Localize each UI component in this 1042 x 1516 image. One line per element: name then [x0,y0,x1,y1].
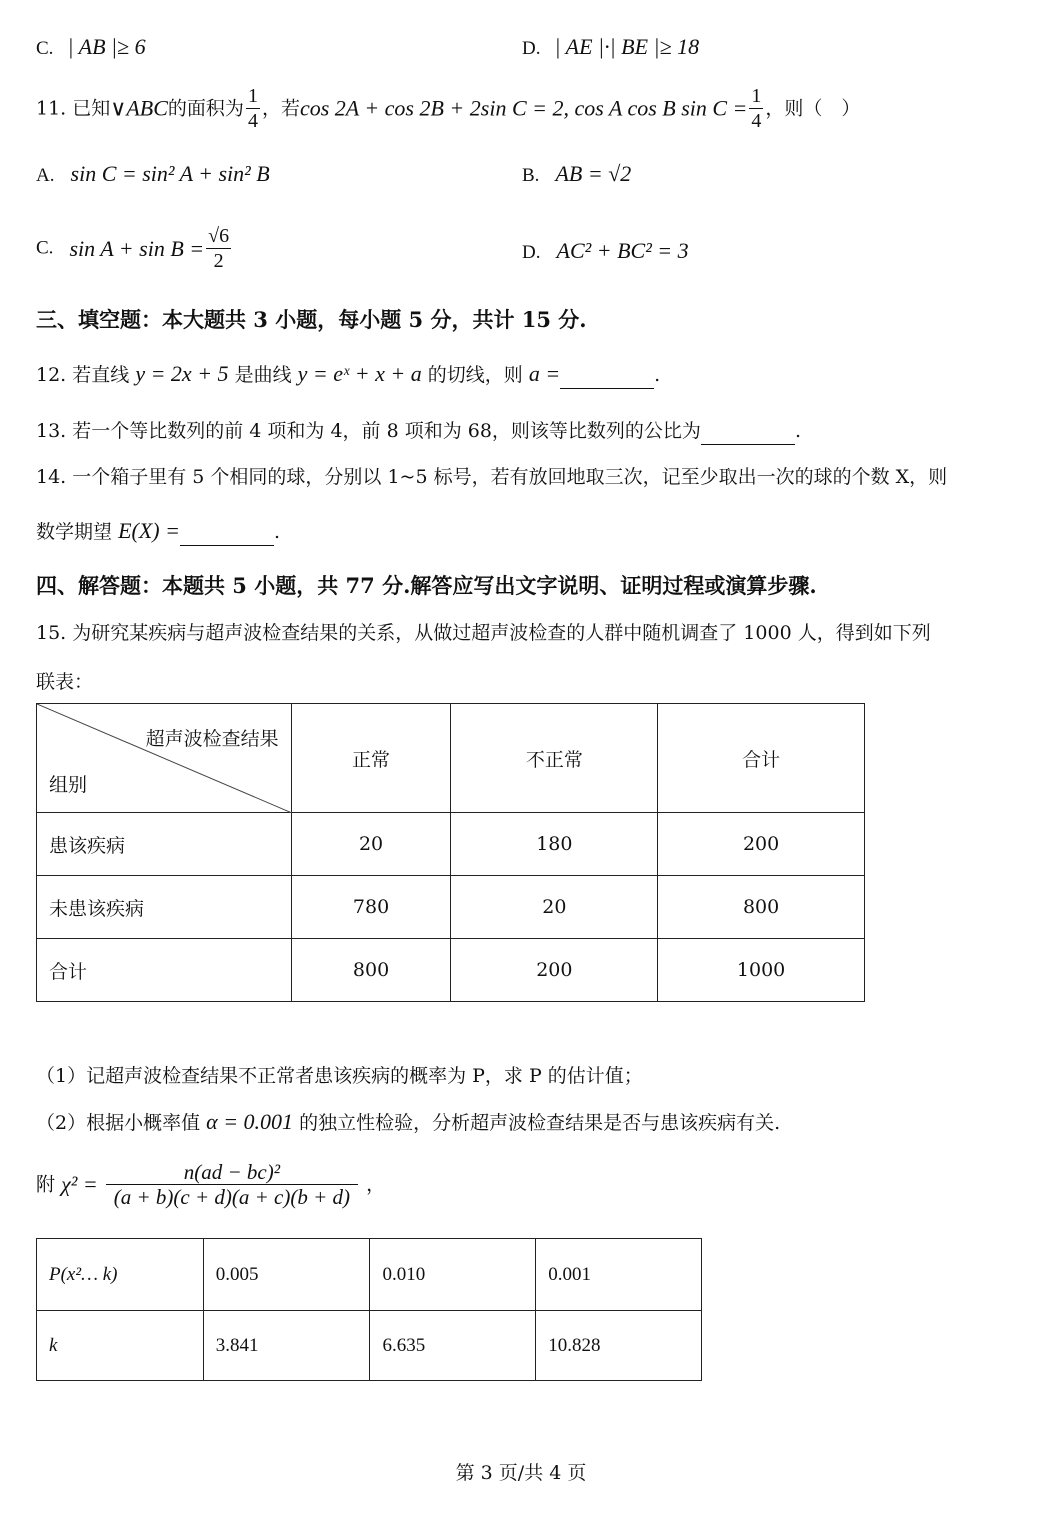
formula-fraction [106,1160,358,1209]
stem-text: ，则（ ） [765,97,861,120]
k-label: k [37,1311,204,1381]
p-label: P(x²… k) [37,1239,204,1311]
q14-line-2 [36,518,280,546]
chi-square-formula [36,1160,385,1209]
option-expr: | AB |≥ 6 [67,34,146,59]
table-cell: 200 [658,813,865,876]
option-label: C. [36,237,54,259]
page-footer: 第 3 页/共 4 页 [455,1462,587,1484]
table-cell: 0.010 [370,1239,536,1311]
stem-text: 的切线，则 [427,364,523,386]
q11-option-d [522,238,689,266]
row-label: 合计 [37,939,292,1002]
end-mark: . [273,521,280,543]
option-label: C. [36,38,54,59]
q12 [36,361,660,389]
q11-option-c [36,224,233,273]
table-row [37,1239,702,1311]
option-label: D. [522,242,541,263]
option-label: A. [36,165,55,186]
q13 [36,418,801,445]
table-header-row [37,704,865,813]
formula-prefix: 附 [36,1173,56,1196]
answer-var: a = [528,361,561,386]
option-label: B. [522,165,540,186]
table-cell: 800 [658,876,865,939]
table-cell: 10.828 [536,1311,702,1381]
condition-expr: cos 2A + cos 2B + 2sin C = 2, cos A cos B sin C = [299,95,748,121]
option-label: D. [522,38,541,59]
option-expr: sin C = sin² A + sin² B [70,161,270,186]
corner-bottom-label: 组别 [49,774,88,796]
q15-part-1: （1）记超声波检查结果不正常者患该疾病的概率为 P，求 P 的估计值； [36,1065,643,1087]
curve-expr: y = eˣ + x + a [297,361,422,386]
numerator: n(ad − bc)² [106,1160,358,1185]
corner-cell [37,704,292,813]
stem-text: （2）根据小概率值 [36,1112,201,1134]
numerator: 1 [751,85,762,107]
q14-line-1: 14. 一个箱子里有 5 个相同的球，分别以 1~5 标号，若有放回地取三次，记至少取出一次的球的个数 X，则 [36,466,948,488]
option-fraction [206,224,231,273]
table-row [37,876,865,939]
q11-option-a [36,161,270,189]
header-cell: 合计 [658,704,865,813]
q15-part-2 [36,1109,780,1136]
condition-fraction [749,84,763,133]
corner-top-label: 超声波检查结果 [145,728,279,750]
q11-stem [36,84,860,133]
q15-line-1: 15. 为研究某疾病与超声波检查结果的关系，从做过超声波检查的人群中随机调查了 1000 人，得到如下列 [36,622,931,644]
end-mark: . [654,364,661,386]
expectation-expr: E(X) = [118,518,180,543]
q10-option-d [522,34,699,62]
table-cell: 0.005 [203,1239,370,1311]
contingency-table [36,703,865,1002]
header-cell: 正常 [291,704,451,813]
formula-suffix: ， [366,1173,386,1196]
stem-text: 是曲线 [234,364,292,386]
stem-text: 13. 若一个等比数列的前 4 项和为 4，前 8 项和为 68，则该等比数列的公比为 [36,420,701,442]
line-expr: y = 2x + 5 [135,361,229,386]
section-4-heading: 四、解答题：本题共 5 小题，共 77 分.解答应写出文字说明、证明过程或演算步骤. [36,573,817,598]
option-expr: sin A + sin B = [69,235,205,261]
table-row [37,813,865,876]
table-cell: 6.635 [370,1311,536,1381]
denominator: 4 [247,110,258,132]
numerator: 1 [247,85,258,107]
chi-symbol: χ² = [61,1171,98,1197]
stem-text: 的面积为 [167,97,244,120]
answer-blank[interactable] [560,362,654,389]
stem-text: 的独立性检验，分析超声波检查结果是否与患该疾病有关. [299,1112,781,1134]
row-label: 患该疾病 [37,813,292,876]
area-fraction [246,84,260,133]
answer-blank[interactable] [701,418,795,445]
row-label: 未患该疾病 [37,876,292,939]
table-cell: 800 [291,939,451,1002]
stem-text: ，若 [261,97,300,120]
table-cell: 3.841 [203,1311,370,1381]
alpha-expr: α = 0.001 [206,1109,294,1134]
stem-text: 数学期望 [36,521,113,543]
header-cell: 不正常 [451,704,658,813]
stem-text: 12. 若直线 [36,364,130,386]
table-cell: 0.001 [536,1239,702,1311]
q15-line-2: 联表： [36,671,94,693]
numerator: √6 [208,225,230,247]
denominator: 4 [751,110,762,132]
answer-blank[interactable] [180,519,274,546]
table-cell: 780 [291,876,451,939]
option-expr: AC² + BC² = 3 [556,238,689,263]
triangle-expr: ∨ABC [110,95,168,121]
table-cell: 20 [291,813,451,876]
table-row [37,1311,702,1381]
section-3-heading: 三、填空题：本大题共 3 小题，每小题 5 分，共计 15 分. [36,307,587,332]
q11-option-b [522,161,631,189]
option-expr: AB = √2 [555,161,632,186]
critical-value-table [36,1238,702,1381]
end-mark: . [794,420,801,442]
question-number: 11. 已知 [36,97,111,120]
table-cell: 20 [451,876,658,939]
denominator: 2 [213,250,224,272]
q10-option-c [36,34,146,62]
denominator: (a + b)(c + d)(a + c)(b + d) [113,1185,351,1209]
option-expr: | AE |·| BE |≥ 18 [554,34,700,59]
table-cell: 200 [451,939,658,1002]
table-cell: 1000 [658,939,865,1002]
table-cell: 180 [451,813,658,876]
table-row [37,939,865,1002]
